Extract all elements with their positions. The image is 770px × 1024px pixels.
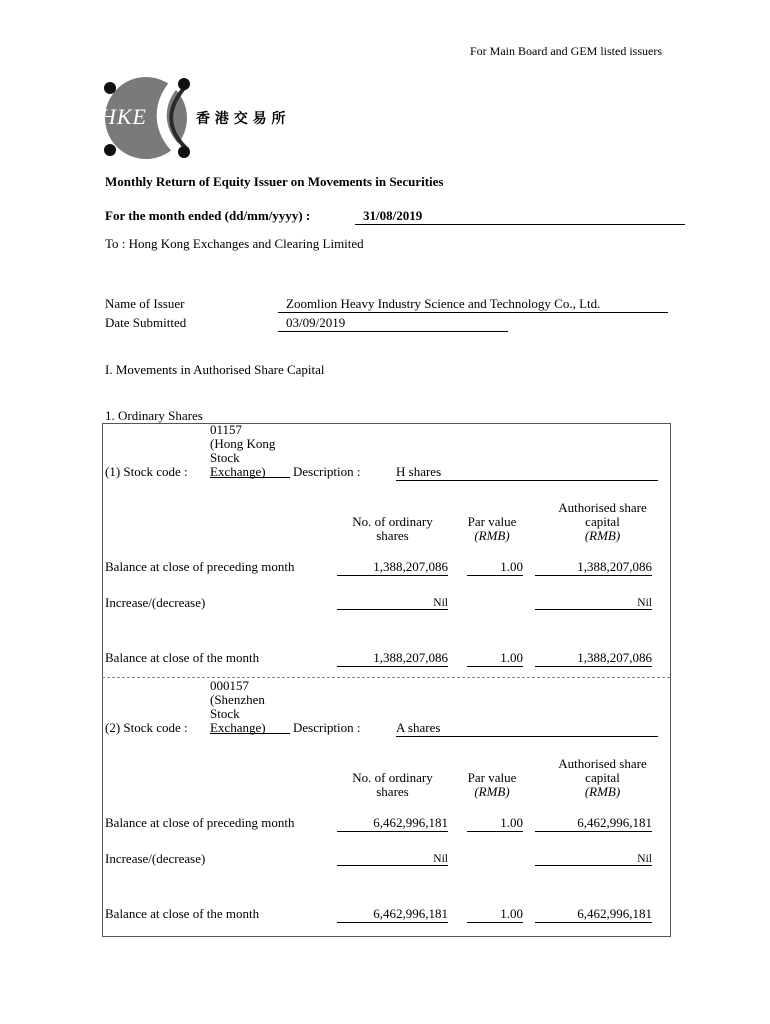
- row-label-close: Balance at close of the month: [105, 906, 260, 921]
- col-header-text: (RMB): [474, 528, 510, 543]
- col-header-text: Par value: [467, 514, 517, 529]
- col-header-text: Authorised share: [558, 756, 647, 771]
- col-header-par: [457, 771, 527, 799]
- cell-par: 1.00: [467, 559, 523, 576]
- period-value: 31/08/2019: [355, 208, 685, 225]
- col-header-text: shares: [376, 528, 409, 543]
- cell-shares: Nil: [337, 597, 448, 610]
- col-header-text: capital: [585, 770, 620, 785]
- cell-par: 1.00: [467, 906, 523, 923]
- stock-code-underline: [210, 477, 290, 478]
- cell-capital: 6,462,996,181: [535, 815, 652, 832]
- row-label-increase: Increase/(decrease): [105, 595, 206, 610]
- stock-code-line: Exchange): [210, 720, 266, 735]
- stock-code-line: Exchange): [210, 464, 266, 479]
- stock-code-line: (Hong Kong: [210, 436, 276, 451]
- stock-code-2: [210, 679, 266, 735]
- cell-shares: Nil: [337, 853, 448, 866]
- logo-chinese-name: 香 港 交 易 所: [196, 111, 286, 127]
- col-header-text: shares: [376, 784, 409, 799]
- description-value: A shares: [396, 720, 658, 737]
- col-header-text: (RMB): [584, 528, 621, 543]
- stock-code-line: Stock: [210, 706, 240, 721]
- stock-code-line: 01157: [210, 422, 243, 437]
- form-scope-note: For Main Board and GEM listed issuers: [470, 44, 662, 58]
- logo-mark-text: HKE: [100, 104, 147, 129]
- row-label-preceding: Balance at close of preceding month: [105, 815, 295, 830]
- col-header-text: Authorised share: [558, 500, 647, 515]
- cell-shares: 1,388,207,086: [337, 559, 448, 576]
- cell-shares: 1,388,207,086: [337, 650, 448, 667]
- issuer-name-label: Name of Issuer: [105, 296, 185, 311]
- col-header-text: (RMB): [474, 784, 510, 799]
- hkex-logo: [96, 74, 296, 162]
- row-label-preceding: Balance at close of preceding month: [105, 559, 295, 574]
- subsection-title: 1. Ordinary Shares: [105, 408, 203, 423]
- cell-shares: 6,462,996,181: [337, 815, 448, 832]
- date-submitted-label: Date Submitted: [105, 315, 187, 330]
- page-title: Monthly Return of Equity Issuer on Movements in Securities: [105, 174, 444, 189]
- row-label-increase: Increase/(decrease): [105, 851, 206, 866]
- section-title: I. Movements in Authorised Share Capital: [105, 362, 325, 377]
- recipient-line: To : Hong Kong Exchanges and Clearing Limited: [105, 236, 364, 251]
- stock-code-label: (1) Stock code :: [105, 464, 188, 479]
- cell-capital: Nil: [535, 597, 652, 610]
- cell-par: 1.00: [467, 815, 523, 832]
- col-header-text: capital: [585, 514, 620, 529]
- stock-code-underline: [210, 733, 290, 734]
- table-divider: [102, 677, 670, 678]
- cell-capital: 1,388,207,086: [535, 650, 652, 667]
- cell-capital: Nil: [535, 853, 652, 866]
- stock-code-line: (Shenzhen: [210, 692, 265, 707]
- stock-code-line: Stock: [210, 450, 240, 465]
- stock-code-label: (2) Stock code :: [105, 720, 188, 735]
- row-label-close: Balance at close of the month: [105, 650, 260, 665]
- col-header-capital: [545, 501, 660, 543]
- cell-par: 1.00: [467, 650, 523, 667]
- col-header-text: Par value: [467, 770, 517, 785]
- period-label: For the month ended (dd/mm/yyyy) :: [105, 208, 311, 223]
- col-header-text: No. of ordinary: [352, 514, 433, 529]
- col-header-shares: [335, 515, 450, 543]
- cell-capital: 6,462,996,181: [535, 906, 652, 923]
- cell-capital: 1,388,207,086: [535, 559, 652, 576]
- description-value: H shares: [396, 464, 658, 481]
- issuer-name-value: Zoomlion Heavy Industry Science and Technology Co., Ltd.: [278, 296, 668, 313]
- col-header-capital: [545, 757, 660, 799]
- stock-code-1: [210, 423, 275, 479]
- description-label: Description :: [293, 464, 361, 479]
- col-header-shares: [335, 771, 450, 799]
- description-label: Description :: [293, 720, 361, 735]
- cell-shares: 6,462,996,181: [337, 906, 448, 923]
- col-header-text: No. of ordinary: [352, 770, 433, 785]
- col-header-par: [457, 515, 527, 543]
- date-submitted-value: 03/09/2019: [278, 315, 508, 332]
- stock-code-line: 000157: [210, 678, 249, 693]
- col-header-text: (RMB): [584, 784, 621, 799]
